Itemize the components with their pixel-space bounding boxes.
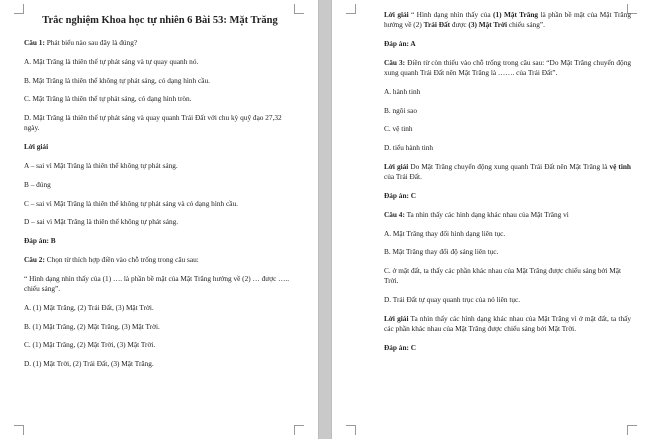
- crop-mark: [294, 425, 304, 435]
- question-quote: “ Hình dạng nhìn thấy của (1) …. là phần bề mặt của Mặt Trăng hướng về (2) … được ….. chiếu sáng”.: [24, 273, 290, 293]
- question-2: [24, 255, 296, 265]
- question-label: Câu 2:: [24, 254, 45, 264]
- answer: Đáp án: C: [384, 342, 417, 352]
- right-page-content: [384, 10, 631, 362]
- option-b: B. (1) Mặt Trăng, (2) Mặt Trăng, (3) Mặt Trời.: [24, 321, 160, 331]
- document-title: Trắc nghiệm Khoa học tự nhiên 6 Bài 53: Mặt Trăng: [42, 15, 278, 26]
- option-c: C. (1) Mặt Trăng, (2) Mặt Trời, (3) Mặt Trời.: [24, 340, 156, 350]
- option-c: C. Mặt Trăng là thiên thể tự phát sáng, có dạng hình tròn.: [24, 94, 192, 104]
- answer: Đáp án: C: [384, 190, 417, 200]
- right-page: [331, 0, 650, 439]
- option-b: B. Mặt Trăng là thiên thể không tự phát sáng, có dạng hình cầu.: [24, 75, 210, 85]
- question-1: [24, 38, 296, 48]
- solution-text: Ta nhìn thấy các hình dạng khác nhau của Mặt Trăng vì ở mặt đất, ta thấy các phần khác nhau của Mặt Trăng được chiếu sáng bởi Mặt Trời.: [384, 313, 631, 334]
- solution-label: Lời giải: [384, 10, 409, 19]
- solution-q3: [384, 162, 631, 182]
- question-3: [384, 58, 631, 78]
- option-d: D. tiểu hành tinh: [384, 143, 434, 153]
- solution-line: B – đúng: [24, 179, 51, 189]
- solution-line: A – sai vì Mặt Trăng là thiên thể không tự phát sáng.: [24, 160, 178, 170]
- option-a: A. Mặt Trăng thay đổi hình dạng liên tục.: [384, 228, 506, 238]
- solution-emphasis: (1) Mặt Trăng: [493, 10, 539, 19]
- solution-label: Lời giải: [384, 161, 409, 171]
- crop-mark: [346, 425, 356, 435]
- solution-text: là phần bề mặt của Mặt Trăng hướng về (2): [384, 10, 631, 30]
- option-d: D. Trái Đất tự quay quanh trục của nó liên tục.: [384, 295, 521, 305]
- solution-line: D – sai vì Mặt Trăng là thiên thể không tự phát sáng.: [24, 217, 179, 227]
- option-d: D. Mặt Trăng là thiên thể tự phát sáng và quay quanh Trái Đất với chu kỳ quỹ đạo 27,32 ngày.: [24, 113, 282, 133]
- solution-text: Do Mặt Trăng chuyển động xung quanh Trái Đất nên Mặt Trăng là: [408, 161, 610, 171]
- question-text: Ta nhìn thấy các hình dạng khác nhau của Mặt Trăng vì: [404, 209, 569, 219]
- solution-label: Lời giải: [384, 313, 409, 323]
- option-a: A. Mặt Trăng là thiên thể tự phát sáng và tự quay quanh nó.: [24, 56, 199, 66]
- solution-text: được: [450, 20, 469, 30]
- question-text: Điền từ còn thiếu vào chỗ trống trong câu sau: “Do Mặt Trăng chuyển động xung quanh Trái Đất nên Mặt Trăng là ……. của Trái Đất”.: [384, 57, 631, 77]
- question-label: Câu 1:: [24, 38, 45, 47]
- answer: Đáp án: A: [384, 39, 416, 48]
- option-c: C. vệ tinh: [384, 124, 413, 134]
- left-page: [0, 0, 319, 439]
- solution-q4: [384, 314, 631, 334]
- crop-mark: [14, 4, 24, 14]
- option-b: B. ngôi sao: [384, 105, 418, 115]
- question-label: Câu 3:: [384, 57, 406, 67]
- option-a: A. hành tinh: [384, 86, 421, 96]
- option-d: D. (1) Mặt Trời, (2) Trái Đất, (3) Mặt Trăng.: [24, 359, 154, 369]
- solution-text: chiếu sáng”.: [507, 20, 545, 30]
- question-label: Câu 4:: [384, 209, 405, 219]
- answer: Đáp án: B: [24, 236, 56, 246]
- solution-q2: [384, 10, 631, 30]
- solution-text: “ Hình dạng nhìn thấy của: [408, 10, 494, 19]
- question-4: [384, 210, 631, 220]
- solution-emphasis: (3) Mặt Trời: [468, 20, 508, 30]
- option-c: C. ở mặt đất, ta thấy các phần khác nhau của Mặt Trăng được chiếu sáng bởi Mặt Trời.: [384, 266, 622, 286]
- crop-mark: [346, 4, 356, 14]
- solution-text: của Trái Đất.: [384, 172, 422, 182]
- question-text: Phát biểu nào sau đây là đúng?: [44, 38, 138, 47]
- left-page-content: [24, 10, 296, 378]
- option-a: A. (1) Mặt Trăng, (2) Trái Đất, (3) Mặt Trời.: [24, 302, 154, 312]
- solution-line: C – sai vì Mặt Trăng là thiên thể không tự phát sáng và có dạng hình cầu.: [24, 198, 238, 208]
- crop-mark: [627, 425, 637, 435]
- crop-mark: [14, 425, 24, 435]
- solution-heading: Lời giải: [24, 142, 49, 152]
- question-text: Chọn từ thích hợp điền vào chỗ trống trong câu sau:: [44, 254, 199, 264]
- solution-emphasis: vệ tinh: [609, 161, 631, 171]
- option-b: B. Mặt Trăng thay đổi độ sáng liên tục.: [384, 247, 499, 257]
- solution-emphasis: Trái Đất: [423, 20, 451, 30]
